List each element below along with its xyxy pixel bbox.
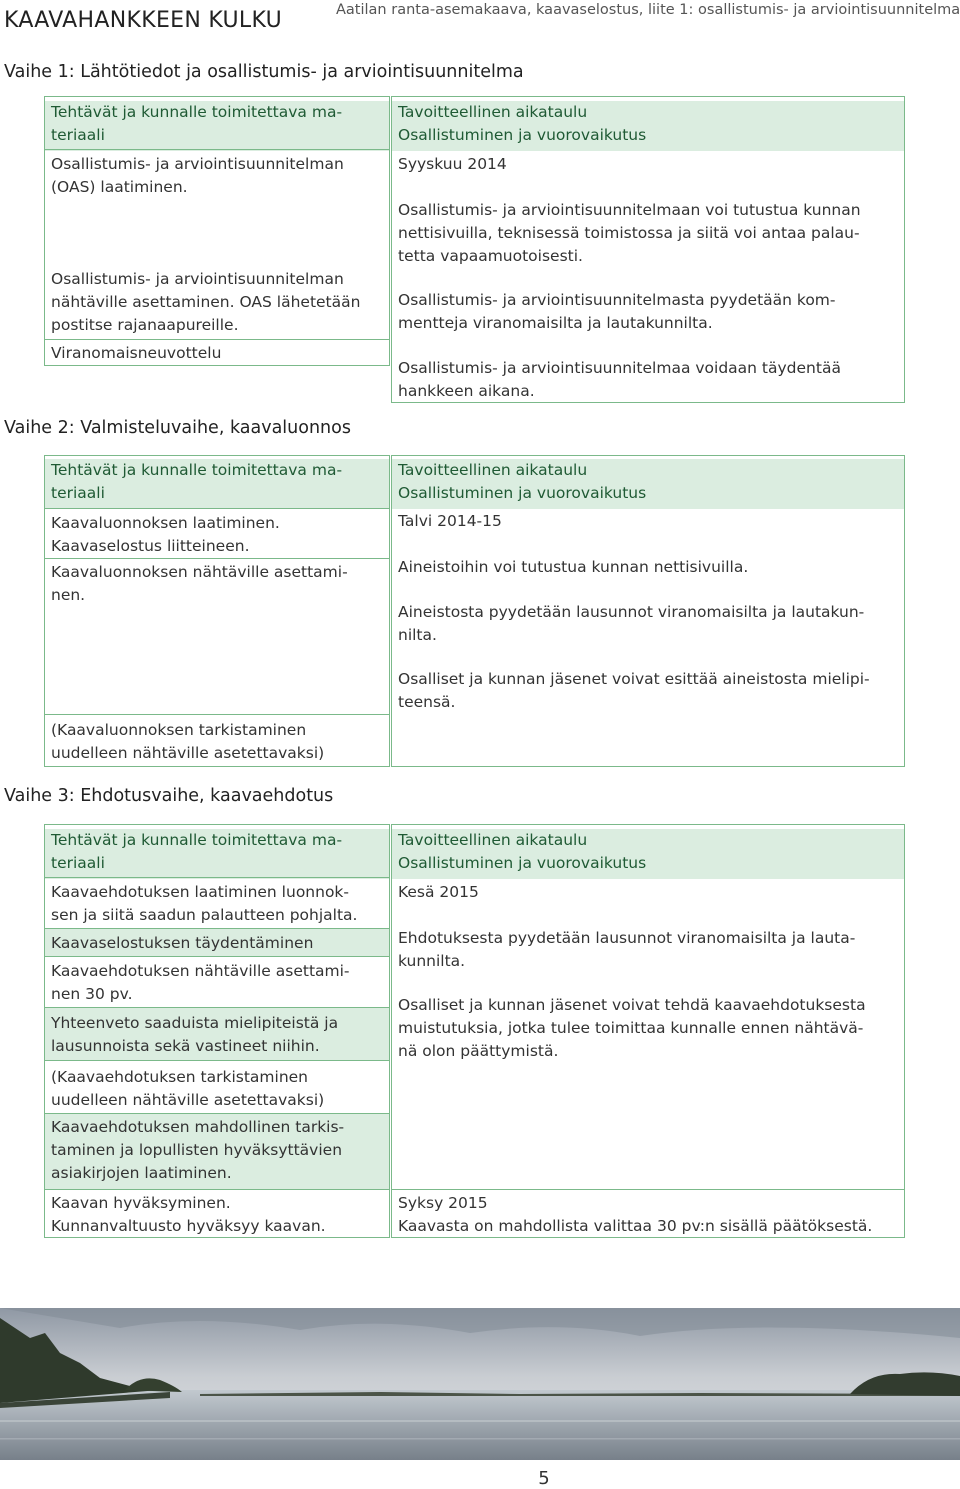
phase2-task-draft-display: Kaavaluonnoksen nähtäville asettami- nen. — [45, 558, 389, 714]
phase1-participation-web: Osallistumis- ja arviointisuunnitelmaan voi tutustua kunnan nettisivuilla, teknisessä toimistossa ja siitä voi antaa palau- tetta vapaamuotoisesti. — [398, 201, 861, 265]
phase2-schedule-column — [391, 455, 905, 767]
phase3-task-description-update: Kaavaselostuksen täydentäminen — [45, 928, 389, 956]
phase3-schedule-header: Tavoitteellinen aikataulu Osallistuminen ja vuorovaikutus — [392, 829, 904, 879]
phase3-task-proposal: Kaavaehdotuksen laatiminen luonnok- sen ja siitä saadun palautteen pohjalta. — [45, 877, 389, 928]
phase3-final-schedule: Syksy 2015 Kaavasta on mahdollista valittaa 30 pv:n sisällä päätöksestä. — [392, 1189, 904, 1238]
phase2-task-draft: Kaavaluonnoksen laatiminen. Kaavaselostus liitteineen. — [45, 508, 389, 558]
phase2-tasks-column — [44, 455, 390, 767]
document-subtitle: Aatilan ranta-asemakaava, kaavaselostus, liite 1: osallistumis- ja arviointisuunnitelma — [336, 2, 960, 18]
phase3-schedule-date: Kesä 2015 — [398, 883, 479, 901]
phase1-tasks-header: Tehtävät ja kunnalle toimitettava ma- teriaali — [45, 101, 389, 151]
phase2-tasks-header: Tehtävät ja kunnalle toimitettava ma- teriaali — [45, 459, 389, 509]
phase2-schedule-header: Tavoitteellinen aikataulu Osallistuminen ja vuorovaikutus — [392, 459, 904, 509]
phase2-schedule-date: Talvi 2014-15 — [398, 512, 502, 530]
phase2-task-draft-revision: (Kaavaluonnoksen tarkistaminen uudelleen nähtäville asetettavaksi) — [45, 714, 389, 767]
phase1-title: Vaihe 1: Lähtötiedot ja osallistumis- ja arviointisuunnitelma — [4, 62, 524, 82]
phase1-task-oas-preparation: Osallistumis- ja arviointisuunnitelman (OAS) laatiminen. — [45, 149, 389, 265]
page-title: KAAVAHANKKEEN KULKU — [4, 8, 283, 33]
phase3-task-summary: Yhteenveto saaduista mielipiteistä ja lausunnoista sekä vastineet niihin. — [45, 1007, 389, 1060]
phase2-participation-web: Aineistoihin voi tutustua kunnan nettisivuilla. — [398, 558, 749, 576]
phase1-schedule-date: Syyskuu 2014 — [398, 155, 507, 173]
phase2-title: Vaihe 2: Valmisteluvaihe, kaavaluonnos — [4, 418, 351, 438]
phase1-task-oas-display: Osallistumis- ja arviointisuunnitelman nähtäville asettaminen. OAS lähetetään postitse rajanaapureille. — [51, 270, 361, 334]
phase3-tasks-header: Tehtävät ja kunnalle toimitettava ma- teriaali — [45, 829, 389, 879]
phase1-participation-comments: Osallistumis- ja arviointisuunnitelmasta pyydetään kom- mentteja viranomaisilta ja lautakunnilta. — [398, 291, 836, 332]
phase2-participation-statements: Aineistosta pyydetään lausunnot viranomaisilta ja lautakun- nilta. — [398, 603, 865, 644]
phase3-task-approval: Kaavan hyväksyminen. Kunnanvaltuusto hyväksyy kaavan. — [45, 1189, 389, 1238]
phase3-task-proposal-display: Kaavaehdotuksen nähtäville asettami- nen 30 pv. — [45, 956, 389, 1007]
phase3-participation-reminders: Osalliset ja kunnan jäsenet voivat tehdä kaavaehdotuksesta muistutuksia, jotka tulee toimittaa kunnalle ennen nähtävä- nä olon päättymistä. — [398, 996, 866, 1060]
phase3-task-proposal-revision: (Kaavaehdotuksen tarkistaminen uudelleen nähtäville asetettavaksi) — [45, 1060, 389, 1113]
phase1-schedule-column — [391, 96, 905, 403]
phase1-tasks-column — [44, 96, 390, 366]
phase3-task-final-documents: Kaavaehdotuksen mahdollinen tarkis- taminen ja lopullisten hyväksyttävien asiakirjojen laatiminen. — [45, 1113, 389, 1189]
phase3-participation-statements: Ehdotuksesta pyydetään lausunnot viranomaisilta ja lauta- kunnilta. — [398, 929, 856, 970]
phase2-participation-opinions: Osalliset ja kunnan jäsenet voivat esittää aineistosta mielipi- teensä. — [398, 670, 870, 711]
page-number: 5 — [538, 1468, 550, 1489]
phase3-title: Vaihe 3: Ehdotusvaihe, kaavaehdotus — [4, 786, 334, 806]
phase3-schedule-column — [391, 824, 905, 1238]
phase1-participation-update: Osallistumis- ja arviointisuunnitelmaa voidaan täydentää hankkeen aikana. — [398, 359, 841, 400]
phase1-schedule-header: Tavoitteellinen aikataulu Osallistuminen ja vuorovaikutus — [392, 101, 904, 151]
lake-landscape-photo — [0, 1308, 960, 1460]
phase1-task-authority-meeting: Viranomaisneuvottelu — [45, 339, 389, 366]
phase3-tasks-column — [44, 824, 390, 1238]
